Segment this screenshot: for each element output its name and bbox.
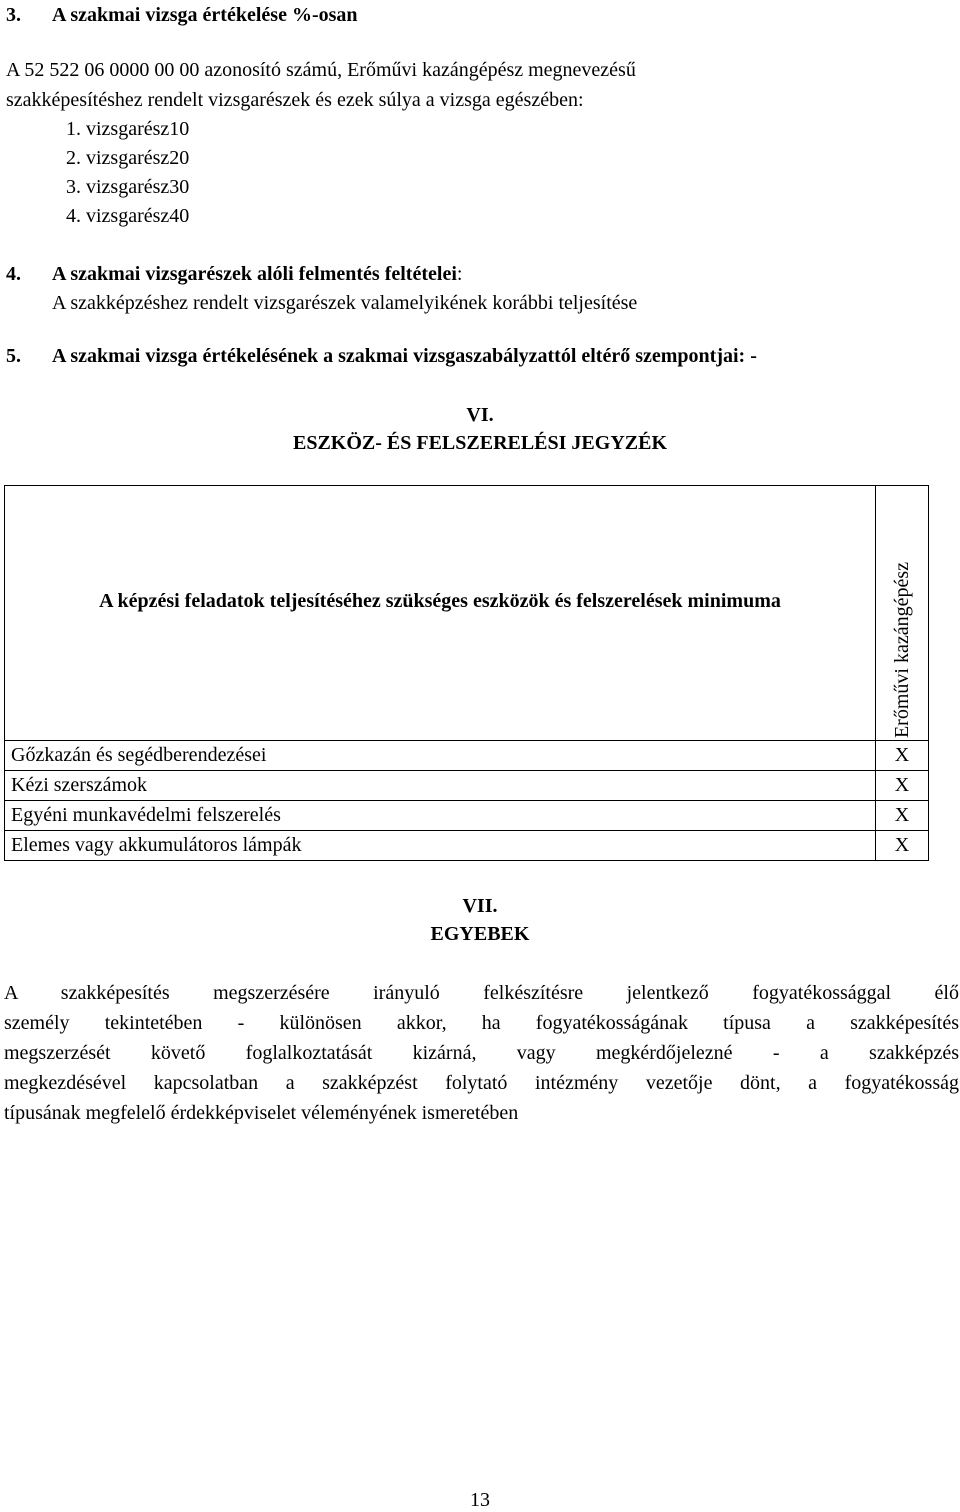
section-4-colon: : [456, 263, 463, 285]
section-3-intro-line-2: szakképesítéshez rendelt vizsgarészek és ezek súlya a vizsga egészében: [6, 89, 584, 111]
section-5-title: A szakmai vizsga értékelésének a szakmai vizsgaszabályzattól eltérő szempontjai: - [52, 345, 757, 367]
table-header-text: A képzési feladatok teljesítéséhez szükséges eszközök és felszerelések minimuma [99, 590, 781, 612]
table-cell-item: Egyéni munkavédelmi felszerelés [5, 801, 876, 831]
list-item: 3. vizsgarész30 [66, 176, 190, 198]
section-4-heading [6, 262, 462, 286]
chapter-7-paragraph [4, 978, 959, 1128]
table-cell-mark: X [876, 771, 929, 801]
table-cell-item: Kézi szerszámok [5, 771, 876, 801]
table-cell-mark: X [876, 741, 929, 771]
section-4-number: 4. [6, 263, 21, 285]
table-cell-mark: X [876, 831, 929, 861]
paragraph-line: személy tekintetében - különösen akkor, ha fogyatékosságának típusa a szakképesítés [4, 1012, 959, 1034]
table-cell-item: Gőzkazán és segédberendezései [5, 741, 876, 771]
table-cell-item: Elemes vagy akkumulátoros lámpák [5, 831, 876, 861]
table-row [5, 801, 929, 831]
list-item: 2. vizsgarész20 [66, 147, 190, 169]
paragraph-line: megkezdésével kapcsolatban a szakképzést folytató intézmény vezetője dönt, a fogyatékosság [4, 1072, 959, 1094]
chapter-6-title: ESZKÖZ- ÉS FELSZERELÉSI JEGYZÉK [292, 432, 668, 454]
paragraph-line: A szakképesítés megszerzésére irányuló felkészítésre jelentkező fogyatékossággal élő [4, 982, 959, 1004]
section-3-title: A szakmai vizsga értékelése %-osan [52, 4, 358, 26]
table-row [5, 831, 929, 861]
chapter-6-roman: VI. [466, 404, 494, 426]
list-item: 1. vizsgarész10 [66, 118, 190, 140]
section-4-text: A szakképzéshez rendelt vizsgarészek valamelyikének korábbi teljesítése [52, 292, 638, 314]
chapter-7-title: EGYEBEK [430, 923, 530, 945]
paragraph-line: megszerzését követő foglalkoztatását kizárná, vagy megkérdőjelezné - a szakképzés [4, 1042, 959, 1064]
chapter-7-roman: VII. [462, 895, 498, 917]
list-item: 4. vizsgarész40 [66, 205, 190, 227]
table-row [5, 741, 929, 771]
page-number: 13 [470, 1489, 490, 1511]
table-cell-mark: X [876, 801, 929, 831]
table-row [5, 771, 929, 801]
column-header-cell [876, 486, 929, 741]
section-4-title: A szakmai vizsgarészek alóli felmentés feltételei [52, 263, 457, 285]
column-header-text: Erőművi kazángépész [891, 561, 913, 738]
paragraph-line: típusának megfelelő érdekképviselet véleményének ismeretében [4, 1102, 519, 1124]
section-5-number: 5. [6, 345, 21, 367]
table-header-cell [5, 486, 876, 741]
section-5-heading [6, 344, 757, 368]
equipment-table [4, 485, 929, 861]
section-3-number: 3. [6, 4, 21, 26]
section-3-heading [6, 3, 358, 27]
section-3-intro-line-1: A 52 522 06 0000 00 00 azonosító számú, Erőművi kazángépész megnevezésű [6, 59, 636, 81]
table-header-row [5, 486, 929, 741]
